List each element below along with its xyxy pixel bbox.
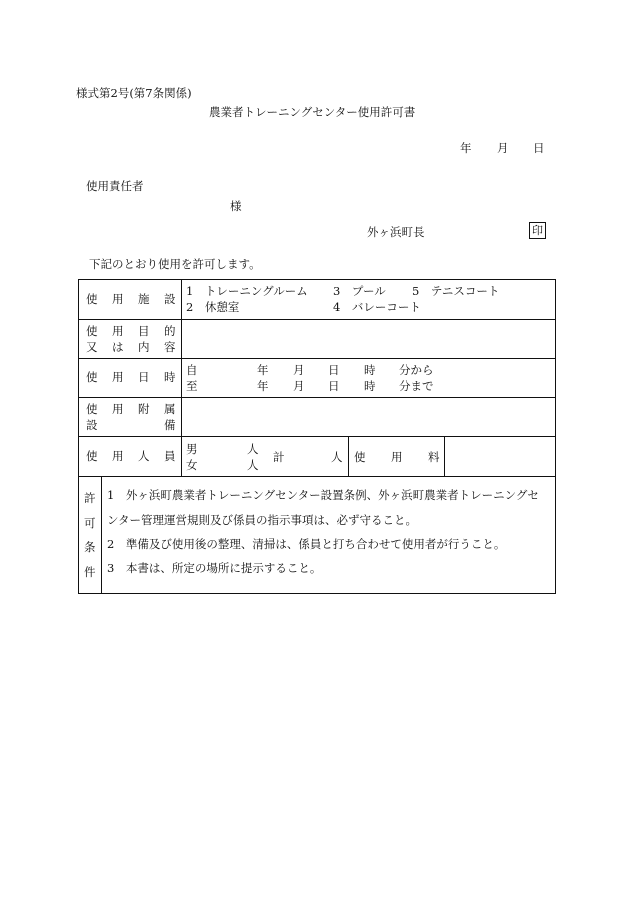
- purpose-label-char: 内: [138, 340, 150, 354]
- seal-mark: 印: [529, 222, 546, 239]
- facility-option-pool: 3 プール: [333, 284, 386, 298]
- datetime-from-hour: 時: [364, 363, 376, 377]
- purpose-label-char: 容: [164, 340, 176, 354]
- facility-label-char: 使: [86, 292, 98, 306]
- fee-label-char: 料: [428, 450, 440, 464]
- issuer-name: 外ヶ浜町長: [367, 225, 425, 239]
- people-male-label: 男: [186, 442, 198, 456]
- datetime-label-char: 使: [86, 370, 98, 384]
- people-label-char: 用: [112, 449, 124, 463]
- purpose-label-char: 用: [112, 324, 124, 338]
- row-divider: [79, 476, 555, 477]
- purpose-label-char: は: [112, 340, 124, 354]
- people-total-unit: 人: [331, 450, 343, 464]
- datetime-from-mark: 自: [186, 363, 198, 377]
- purpose-label-char: 又: [86, 340, 98, 354]
- facility-option-training-room: 1 トレーニングルーム: [186, 284, 308, 298]
- row-divider: [79, 358, 555, 359]
- equipment-label-char: 使: [86, 402, 98, 416]
- equipment-label-char: 備: [164, 418, 176, 432]
- people-female-label: 女: [186, 458, 198, 472]
- datetime-from-month: 月: [293, 363, 305, 377]
- people-fee-divider: [348, 436, 349, 476]
- date-year-label: 年: [460, 141, 472, 155]
- facility-label-char: 設: [164, 292, 176, 306]
- conditions-label-char: 件: [84, 565, 96, 579]
- datetime-label-char: 時: [164, 370, 176, 384]
- datetime-to-day: 日: [328, 379, 340, 393]
- document-title: 農業者トレーニングセンター使用許可書: [209, 105, 416, 119]
- datetime-label-char: 日: [138, 370, 150, 384]
- facility-option-tennis-court: 5 テニスコート: [412, 284, 500, 298]
- label-column-divider: [181, 280, 182, 476]
- datetime-from-minute: 分から: [399, 363, 434, 377]
- purpose-label-char: 目: [138, 324, 150, 338]
- equipment-label-char: 用: [112, 402, 124, 416]
- purpose-label-char: 的: [164, 324, 176, 338]
- equipment-label-char: 属: [164, 402, 176, 416]
- fee-value-field[interactable]: [445, 437, 556, 475]
- permit-table: [78, 279, 556, 594]
- purpose-label-char: 使: [86, 324, 98, 338]
- conditions-label-char: 許: [84, 491, 96, 505]
- condition-item: 3 本書は、所定の場所に提示すること。: [107, 561, 322, 575]
- datetime-from-year: 年: [257, 363, 269, 377]
- people-label-char: 員: [164, 449, 176, 463]
- datetime-to-year: 年: [257, 379, 269, 393]
- datetime-label-char: 用: [112, 370, 124, 384]
- fee-label-char: 使: [354, 450, 366, 464]
- honorific-label: 様: [230, 199, 242, 213]
- people-female-unit: 人: [247, 458, 259, 472]
- condition-item: ンター管理運営規則及び係員の指示事項は、必ず守ること。: [107, 513, 418, 527]
- facility-label-char: 用: [112, 292, 124, 306]
- datetime-to-mark: 至: [186, 379, 198, 393]
- people-label-char: 人: [138, 449, 150, 463]
- conditions-label-char: 可: [84, 516, 96, 530]
- purpose-value-field[interactable]: [182, 320, 556, 357]
- date-month-label: 月: [497, 141, 509, 155]
- conditions-label-divider: [101, 476, 102, 594]
- date-day-label: 日: [533, 141, 545, 155]
- people-male-unit: 人: [247, 442, 259, 456]
- datetime-from-day: 日: [328, 363, 340, 377]
- condition-item: 2 準備及び使用後の整理、清掃は、係員と打ち合わせて使用者が行うこと。: [107, 537, 506, 551]
- facility-label-char: 施: [138, 292, 150, 306]
- datetime-to-hour: 時: [364, 379, 376, 393]
- equipment-label-char: 設: [86, 418, 98, 432]
- form-number: 様式第2号(第7条関係): [76, 86, 192, 100]
- recipient-label: 使用責任者: [86, 179, 144, 193]
- datetime-to-minute: 分まで: [399, 379, 434, 393]
- equipment-value-field[interactable]: [182, 398, 556, 435]
- intro-text: 下記のとおり使用を許可します。: [89, 257, 261, 271]
- facility-option-rest-room: 2 休憩室: [186, 300, 240, 314]
- conditions-label-char: 条: [84, 540, 96, 554]
- facility-option-volleyball-court: 4 バレーコート: [333, 300, 421, 314]
- fee-label-char: 用: [391, 450, 403, 464]
- people-label-char: 使: [86, 449, 98, 463]
- condition-item: 1 外ヶ浜町農業者トレーニングセンター設置条例、外ヶ浜町農業者トレーニングセ: [107, 488, 539, 502]
- datetime-to-month: 月: [293, 379, 305, 393]
- equipment-label-char: 附: [138, 402, 150, 416]
- people-total-label: 計: [273, 450, 285, 464]
